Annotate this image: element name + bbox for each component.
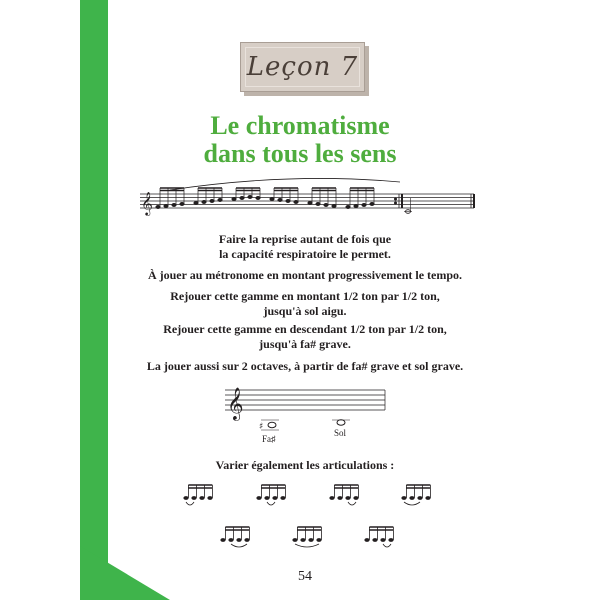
articulation-pattern-7 [361,524,401,550]
green-margin-bar [80,0,108,600]
articulation-pattern-1 [180,482,220,508]
scale-notes [156,188,374,209]
articulation-pattern-6 [289,524,329,550]
green-corner-triangle [80,542,170,600]
paragraph-line: La jouer aussi sur 2 octaves, à partir de fa# grave et sol grave. [146,359,464,373]
paragraph-octaves [140,359,470,374]
note-label-sol: Sol [334,428,347,438]
paragraph-montant [140,289,470,319]
treble-clef-icon: 𝄞 [141,191,153,215]
articulations-heading: Varier également les articulations : [215,458,395,472]
paragraph-line: Rejouer cette gamme en descendant 1/2 ton par 1/2 ton, [163,322,447,336]
articulation-pattern-5 [217,524,257,550]
page-title [150,112,450,168]
note-label-fa-sharp: Fa♯ [262,434,276,444]
treble-clef-icon: 𝄞 [227,387,244,420]
lesson-label: Leçon 7 [246,52,359,82]
low-notes-staff [225,384,390,444]
chromatic-scale-staff [140,176,480,218]
paragraph-line: À jouer au métronome en montant progressivement le tempo. [147,268,463,282]
title-line-2: dans tous les sens [203,139,397,168]
lesson-plaque [240,42,365,92]
paragraph-reprise [140,232,470,262]
articulation-pattern-2 [253,482,293,508]
paragraph-line: jusqu'à sol aigu. [263,304,347,318]
paragraph-descendant [140,322,470,352]
title-line-1: Le chromatisme [210,111,390,140]
paragraph-metronome [140,268,470,283]
articulation-pattern-3 [326,482,366,508]
paragraph-line: la capacité respiratoire le permet. [219,247,391,261]
articulation-pattern-4 [398,482,438,508]
paragraph-line: Faire la reprise autant de fois que [218,232,392,246]
page-number: 54 [298,569,312,584]
paragraph-line: jusqu'à fa# grave. [259,337,351,351]
sharp-icon: ♯ [259,422,264,432]
paragraph-line: Rejouer cette gamme en montant 1/2 ton par 1/2 ton, [170,289,440,303]
